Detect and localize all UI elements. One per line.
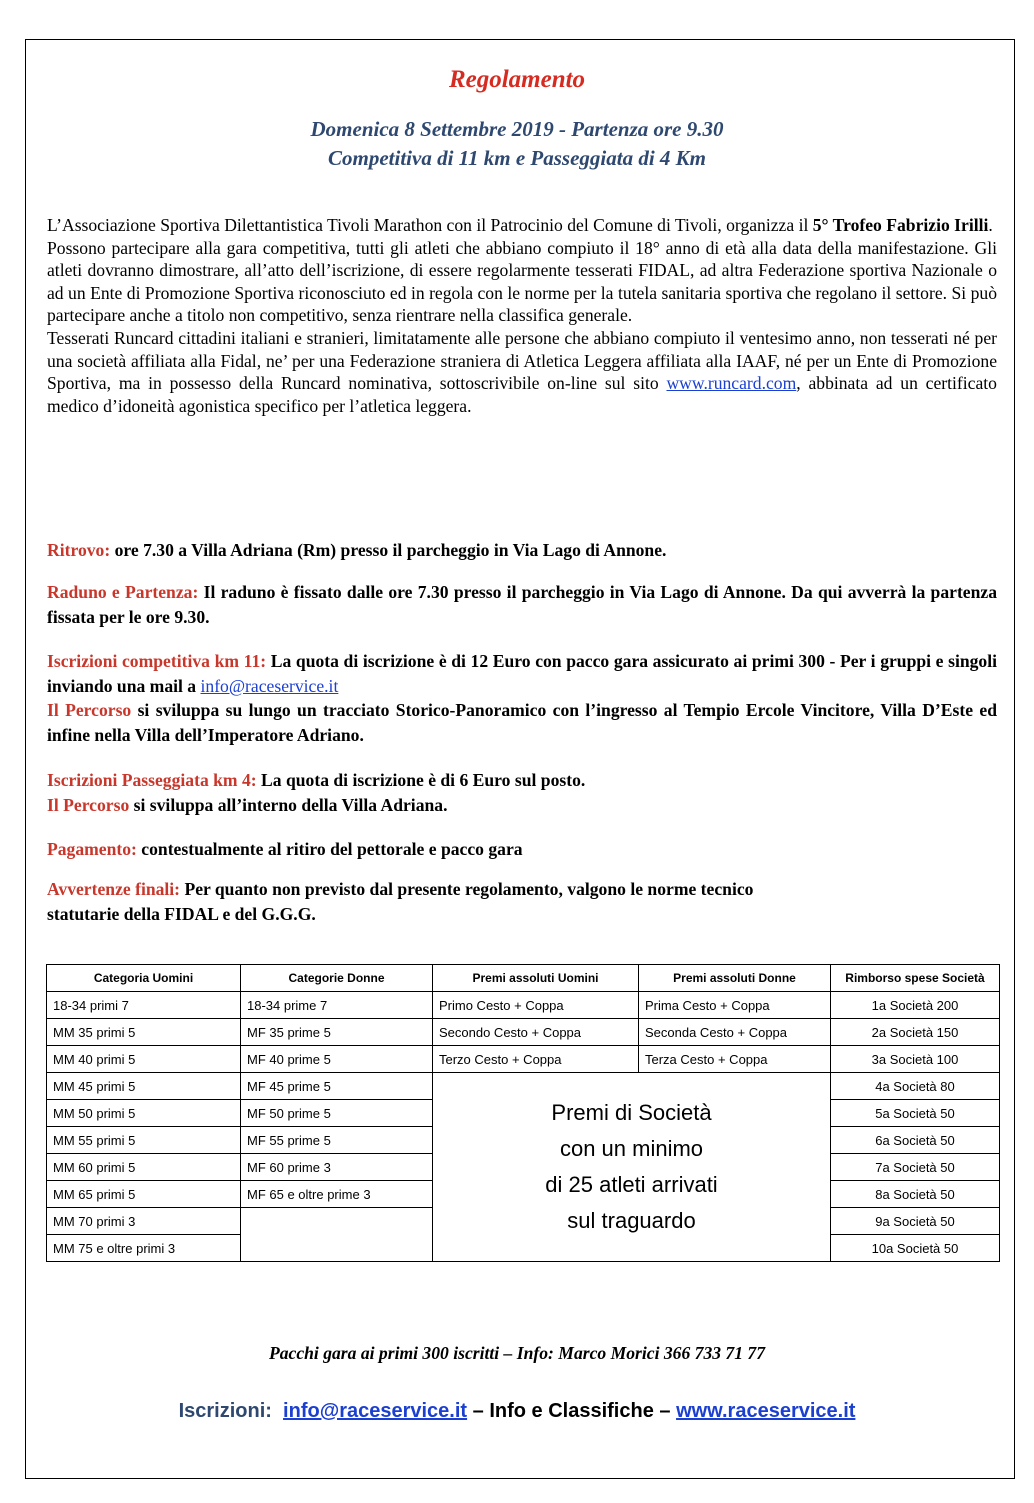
avvertenze-text-1: Per quanto non previsto dal presente regolamento, valgono le norme tecnico bbox=[180, 879, 754, 899]
premi-societa-line: di 25 atleti arrivati bbox=[545, 1172, 718, 1197]
iscrizioni-label: Iscrizioni: bbox=[178, 1400, 272, 1422]
passeggiata-section bbox=[47, 768, 997, 817]
table-cell: MF 35 prime 5 bbox=[241, 1019, 433, 1046]
premi-societa-note bbox=[433, 1073, 831, 1262]
ritrovo-section bbox=[47, 538, 997, 563]
raceservice-email-link[interactable]: info@raceservice.it bbox=[200, 675, 339, 696]
intro-paragraph-2: Possono partecipare alla gara competitiva, tutti gli atleti che abbiano compiuto il 18° anno di età alla data della manifestazione. Gli atleti dovranno dimostrare, all’atto dell’iscrizione, di essere regolarmente tesserati FIDAL, ad altra Federazione sportiva Nazionale o ad un Ente di Promozione Sportiva riconosciuto ed in regola con le norme per la tutela sanitaria sportiva che regolano il settore. Si può partecipare anche a titolo non competitivo, senza rientrare nella classifica generale. bbox=[47, 237, 997, 326]
passeggiata-text: La quota di iscrizione è di 6 Euro sul posto. bbox=[256, 770, 586, 790]
table-cell: Secondo Cesto + Coppa bbox=[433, 1019, 639, 1046]
pagamento-label: Pagamento: bbox=[47, 839, 137, 859]
table-cell: MF 50 prime 5 bbox=[241, 1100, 433, 1127]
event-type-subtitle: Competitiva di 11 km e Passeggiata di 4 Km bbox=[328, 146, 706, 170]
ritrovo-text: ore 7.30 a Villa Adriana (Rm) presso il parcheggio in Via Lago di Annone. bbox=[110, 540, 667, 560]
passeggiata-label: Iscrizioni Passeggiata km 4: bbox=[47, 770, 257, 790]
table-cell: MF 65 e oltre prime 3 bbox=[241, 1181, 433, 1208]
table-cell: 18-34 primi 7 bbox=[47, 992, 241, 1019]
table-cell: MF 40 prime 5 bbox=[241, 1046, 433, 1073]
table-cell-empty bbox=[241, 1208, 433, 1262]
premi-societa-line: sul traguardo bbox=[567, 1208, 696, 1233]
table-cell: 10a Società 50 bbox=[831, 1235, 1000, 1262]
table-row bbox=[47, 1046, 1000, 1073]
trophy-name: 5° Trofeo Fabrizio Irilli bbox=[812, 215, 989, 235]
event-date-subtitle: Domenica 8 Settembre 2019 - Partenza ore 9.30 bbox=[310, 117, 724, 141]
table-cell: MM 65 primi 5 bbox=[47, 1181, 241, 1208]
table-cell: MF 45 prime 5 bbox=[241, 1073, 433, 1100]
table-cell: Seconda Cesto + Coppa bbox=[639, 1019, 831, 1046]
pagamento-section bbox=[47, 837, 997, 862]
info-classifiche-text: – Info e Classifiche – bbox=[467, 1400, 677, 1422]
table-cell: MM 55 primi 5 bbox=[47, 1127, 241, 1154]
table-cell: MF 55 prime 5 bbox=[241, 1127, 433, 1154]
avvertenze-label: Avvertenze finali: bbox=[47, 879, 181, 899]
footer-website-link[interactable]: www.raceservice.it bbox=[676, 1400, 856, 1422]
table-cell: 2a Società 150 bbox=[831, 1019, 1000, 1046]
raduno-section bbox=[47, 580, 997, 629]
table-cell: 5a Società 50 bbox=[831, 1100, 1000, 1127]
competitiva-text: La quota di iscrizione è di 12 Euro con pacco gara assicurato ai primi 300 - Per i gruppi e singoli inviando una mail a bbox=[47, 651, 997, 696]
table-cell: 18-34 prime 7 bbox=[241, 992, 433, 1019]
table-cell: MF 60 prime 3 bbox=[241, 1154, 433, 1181]
avvertenze-section bbox=[47, 877, 997, 926]
table-cell: Terza Cesto + Coppa bbox=[639, 1046, 831, 1073]
table-header: Premi assoluti Donne bbox=[639, 965, 831, 992]
intro-paragraph-1 bbox=[47, 214, 997, 237]
premi-societa-line: Premi di Società bbox=[551, 1100, 712, 1125]
table-cell: 9a Società 50 bbox=[831, 1208, 1000, 1235]
competitiva-section bbox=[47, 649, 997, 747]
ritrovo-label: Ritrovo: bbox=[47, 540, 111, 560]
table-cell: 1a Società 200 bbox=[831, 992, 1000, 1019]
table-cell: Terzo Cesto + Coppa bbox=[433, 1046, 639, 1073]
percorso-text: si sviluppa su lungo un tracciato Storico-Panoramico con l’ingresso al Tempio Ercole Vincitore, Villa D’Este ed infine nella Villa dell’Imperatore Adriano. bbox=[47, 700, 997, 745]
table-cell: MM 75 e oltre primi 3 bbox=[47, 1235, 241, 1262]
table-header-row bbox=[47, 965, 1000, 992]
table-row bbox=[47, 992, 1000, 1019]
table-cell: 6a Società 50 bbox=[831, 1127, 1000, 1154]
table-cell: Primo Cesto + Coppa bbox=[433, 992, 639, 1019]
pacchi-gara-info: Pacchi gara ai primi 300 iscritti – Info: Marco Morici 366 733 71 77 bbox=[268, 1343, 766, 1363]
table-cell: 4a Società 80 bbox=[831, 1073, 1000, 1100]
runcard-text-end: , abbinata ad un certificato medico d’idoneità agonistica specifico per l’atletica leggera. bbox=[47, 373, 997, 416]
table-cell: 7a Società 50 bbox=[831, 1154, 1000, 1181]
intro-section bbox=[47, 214, 997, 417]
table-header: Categorie Donne bbox=[241, 965, 433, 992]
footer-links bbox=[0, 1400, 1034, 1423]
table-header: Categoria Uomini bbox=[47, 965, 241, 992]
table-cell: Prima Cesto + Coppa bbox=[639, 992, 831, 1019]
raduno-label: Raduno e Partenza: bbox=[47, 582, 199, 602]
passeggiata-percorso-text: si sviluppa all’interno della Villa Adriana. bbox=[129, 794, 448, 815]
table-cell: MM 60 primi 5 bbox=[47, 1154, 241, 1181]
runcard-link[interactable]: www.runcard.com bbox=[666, 373, 797, 394]
runcard-text: Tesserati Runcard cittadini italiani e stranieri, limitatamente alle persone che abbiano compiuto il ventesimo anno, non tesserati né per una società affiliata alla Fidal, ne’ per una Federazione straniera di Atletica Leggera affiliata alla IAAF, né per un Ente di Promozione Sportiva, ma in possesso della Runcard nominativa, sottoscrivibile on-line sul sito bbox=[47, 327, 997, 394]
avvertenze-text-2: statutarie della FIDAL e del G.G.G. bbox=[47, 903, 316, 924]
table-cell: MM 45 primi 5 bbox=[47, 1073, 241, 1100]
competitiva-label: Iscrizioni competitiva km 11: bbox=[47, 651, 267, 671]
table-cell: 8a Società 50 bbox=[831, 1181, 1000, 1208]
intro-end: . bbox=[988, 215, 993, 235]
table-row bbox=[47, 1073, 1000, 1100]
table-cell: 3a Società 100 bbox=[831, 1046, 1000, 1073]
intro-text: L’Associazione Sportiva Dilettantistica Tivoli Marathon con il Patrocinio del Comune di Tivoli, organizza il bbox=[47, 215, 813, 235]
prizes-table bbox=[46, 964, 1000, 1262]
passeggiata-percorso-label: Il Percorso bbox=[47, 794, 130, 815]
footer-email-link[interactable]: info@raceservice.it bbox=[283, 1400, 468, 1422]
premi-societa-line: con un minimo bbox=[559, 1136, 704, 1161]
table-cell: MM 35 primi 5 bbox=[47, 1019, 241, 1046]
intro-paragraph-3 bbox=[47, 327, 997, 417]
percorso-label: Il Percorso bbox=[47, 700, 132, 720]
pagamento-text: contestualmente al ritiro del pettorale e pacco gara bbox=[136, 839, 523, 859]
table-cell: MM 70 primi 3 bbox=[47, 1208, 241, 1235]
page-title: Regolamento bbox=[448, 66, 586, 93]
table-header: Premi assoluti Uomini bbox=[433, 965, 639, 992]
table-row bbox=[47, 1019, 1000, 1046]
table-cell: MM 40 primi 5 bbox=[47, 1046, 241, 1073]
raduno-text: Il raduno è fissato dalle ore 7.30 presso il parcheggio in Via Lago di Annone. Da qui avverrà la partenza fissata per le ore 9.30. bbox=[47, 582, 998, 627]
table-header: Rimborso spese Società bbox=[831, 965, 1000, 992]
table-cell: MM 50 primi 5 bbox=[47, 1100, 241, 1127]
